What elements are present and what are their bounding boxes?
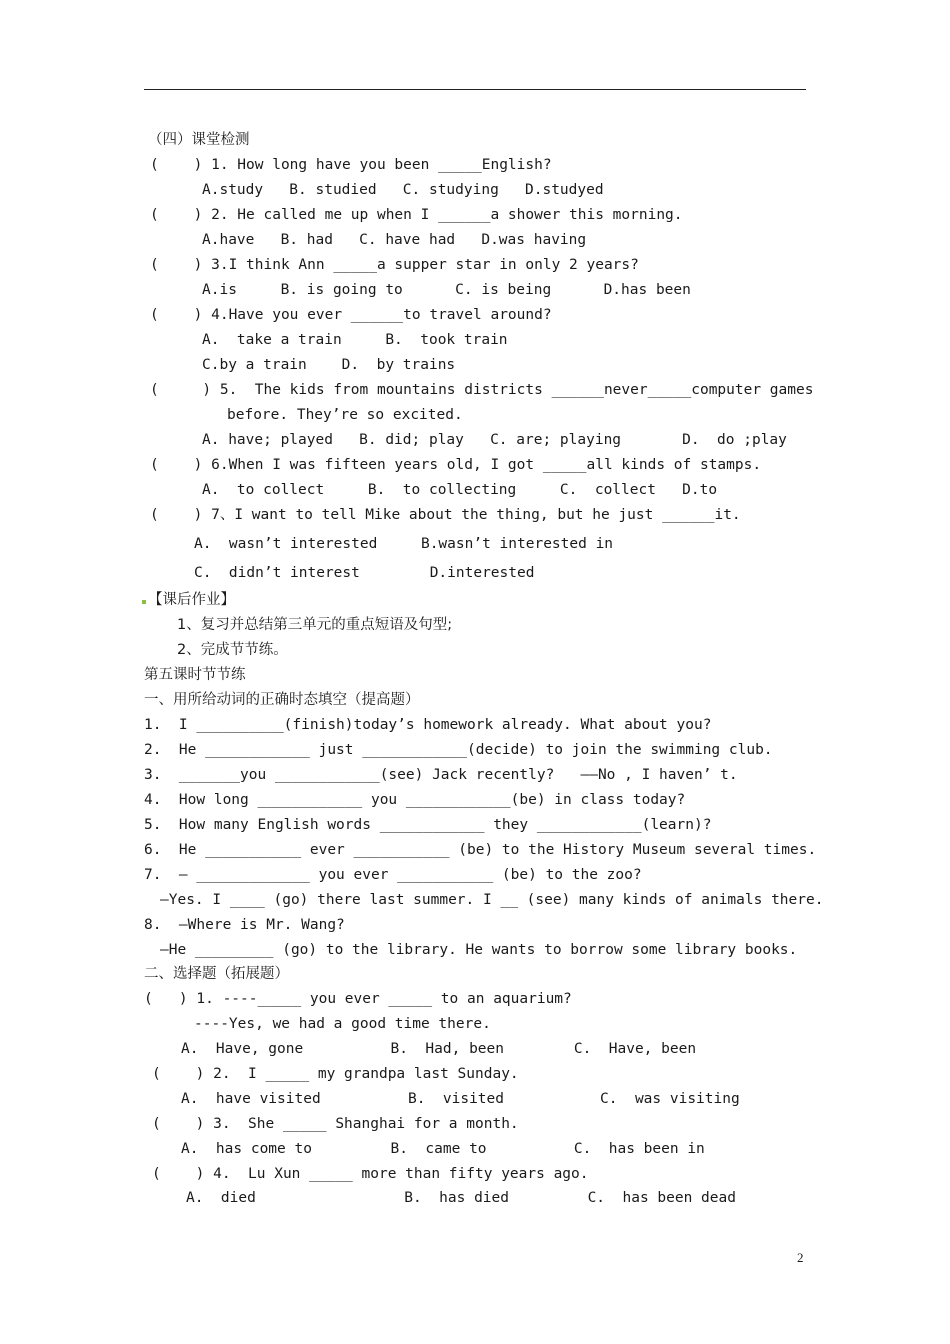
question-7: ( ) 7、I want to tell Mike about the thing, but he just ______it.: [150, 507, 741, 523]
fill-item-1: 1. I __________(finish)today’s homework already. What about you?: [144, 717, 712, 733]
choice-2: ( ) 2. I _____ my grandpa last Sunday.: [152, 1066, 519, 1082]
question-4: ( ) 4.Have you ever ______to travel around?: [150, 307, 552, 323]
question-1: ( ) 1. How long have you been _____English?: [150, 157, 552, 173]
bullet-mark: [142, 600, 146, 604]
question-2-options: A.have B. had C. have had D.was having: [202, 232, 587, 248]
fill-item-8: 8. —Where is Mr. Wang?: [144, 917, 345, 933]
question-3-options: A.is B. is going to C. is being D.has been: [202, 282, 691, 298]
section-title: （四）课堂检测: [148, 132, 250, 148]
choice-3-options: A. has come to B. came to C. has been in: [181, 1141, 705, 1157]
choice-3: ( ) 3. She _____ Shanghai for a month.: [152, 1116, 519, 1132]
homework-title: 【课后作业】: [148, 592, 235, 608]
question-7-options-a: A. wasn’t interested B.wasn’t interested in: [194, 536, 614, 552]
question-4-options-b: C.by a train D. by trains: [202, 357, 456, 373]
fill-item-8-answer: —He _________ (go) to the library. He wants to borrow some library books.: [160, 942, 798, 958]
choice-4: ( ) 4. Lu Xun _____ more than fifty years ago.: [152, 1166, 589, 1182]
question-1-options: A.study B. studied C. studying D.studyed: [202, 182, 604, 198]
question-2: ( ) 2. He called me up when I ______a shower this morning.: [150, 207, 683, 223]
question-5-continued: before. They’re so excited.: [227, 407, 463, 423]
fill-item-6: 6. He ___________ ever ___________ (be) to the History Museum several times.: [144, 842, 817, 858]
choice-4-options: A. died B. has died C. has been dead: [186, 1190, 736, 1206]
choice-1: ( ) 1. ----_____ you ever _____ to an aquarium?: [144, 991, 572, 1007]
homework-item-1: 1、复习并总结第三单元的重点短语及句型;: [177, 617, 453, 633]
fill-item-7-answer: —Yes. I ____ (go) there last summer. I __ (see) many kinds of animals there.: [160, 892, 824, 908]
question-3: ( ) 3.I think Ann _____a supper star in only 2 years?: [150, 257, 639, 273]
choice-2-options: A. have visited B. visited C. was visiting: [181, 1091, 740, 1107]
choice-1-options: A. Have, gone B. Had, been C. Have, been: [181, 1041, 697, 1057]
question-5: ( ) 5. The kids from mountains districts ______never_____computer games: [150, 382, 814, 398]
choice-1-answer: ----Yes, we had a good time there.: [194, 1016, 491, 1032]
header-rule: [144, 89, 806, 90]
part-1-title: 一、用所给动词的正确时态填空（提高题）: [144, 692, 420, 708]
fill-item-3: 3. _______you ____________(see) Jack recently? ——No , I haven’ t.: [144, 767, 738, 783]
homework-item-2: 2、完成节节练。: [177, 642, 288, 658]
question-6-options: A. to collect B. to collecting C. collect D.to: [202, 482, 718, 498]
fill-item-5: 5. How many English words ____________ they ____________(learn)?: [144, 817, 712, 833]
part-2-title: 二、选择题（拓展题）: [144, 966, 289, 982]
question-5-options: A. have; played B. did; play C. are; playing D. do ;play: [202, 432, 787, 448]
question-6: ( ) 6.When I was fifteen years old, I got _____all kinds of stamps.: [150, 457, 762, 473]
question-4-options-a: A. take a train B. took train: [202, 332, 508, 348]
fill-item-7: 7. — _____________ you ever ___________ (be) to the zoo?: [144, 867, 642, 883]
page-number: 2: [797, 1250, 804, 1265]
fill-item-4: 4. How long ____________ you ____________(be) in class today?: [144, 792, 686, 808]
lesson-title: 第五课时节节练: [144, 667, 246, 683]
question-7-options-b: C. didn’t interest D.interested: [194, 565, 535, 581]
fill-item-2: 2. He ____________ just ____________(decide) to join the swimming club.: [144, 742, 773, 758]
